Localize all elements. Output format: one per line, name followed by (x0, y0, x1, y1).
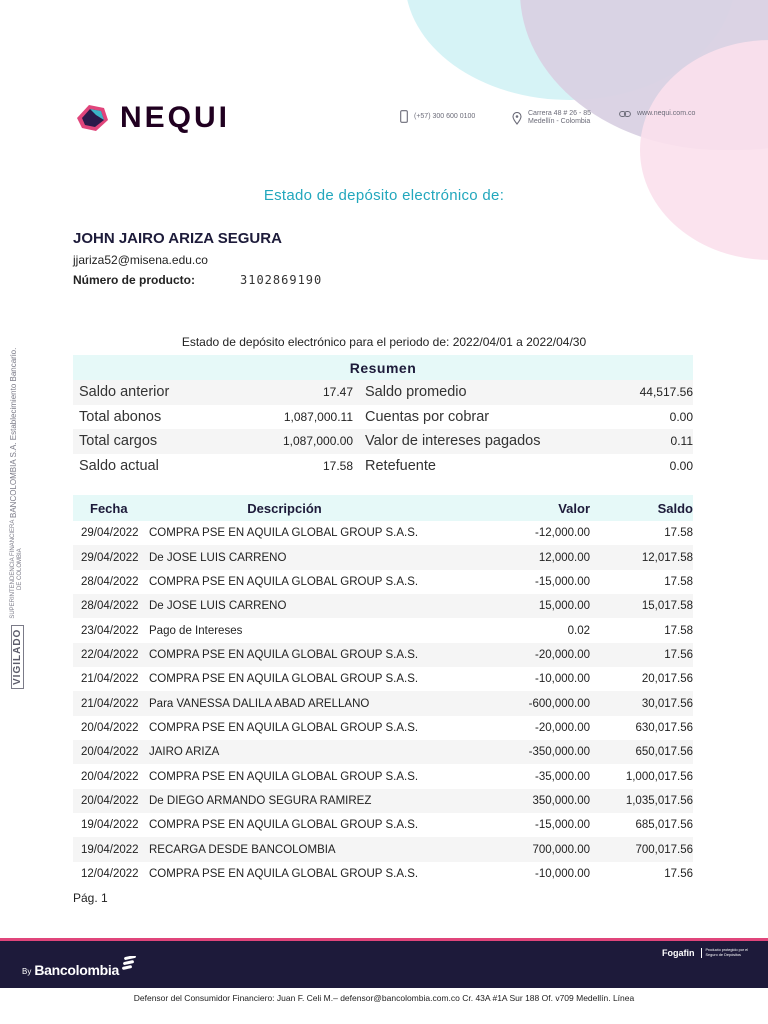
fogafin-subtext: Producto protegido por el Seguro de Depósitos (701, 948, 756, 958)
transactions-header (73, 495, 693, 521)
sfc-line2: DE COLOMBIA (17, 548, 23, 590)
cell-balance: 20,017.56 (641, 673, 693, 686)
cell-description: COMPRA PSE EN AQUILA GLOBAL GROUP S.A.S. (149, 673, 419, 686)
cell-date: 29/04/2022 (81, 527, 139, 540)
cell-date: 12/04/2022 (81, 867, 139, 880)
summary-label: Total abonos (79, 408, 162, 425)
cell-description: De DIEGO ARMANDO SEGURA RAMIREZ (149, 794, 372, 807)
cell-description: COMPRA PSE EN AQUILA GLOBAL GROUP S.A.S. (149, 770, 419, 783)
cell-balance: 1,000,017.56 (625, 770, 693, 783)
transactions-table (73, 495, 693, 886)
cell-description: Para VANESSA DALILA ABAD ARELLANO (149, 697, 370, 710)
cell-value: 15,000.00 (538, 600, 590, 613)
table-row (73, 813, 693, 837)
cell-description: RECARGA DESDE BANCOLOMBIA (149, 843, 336, 856)
ombudsman-footer-text: Defensor del Consumidor Financiero: Juan F. Celi M.– defensor@bancolombia.com.co Cr. 43A #1A Sur 188 Of. v709 Medellín. Línea (133, 993, 635, 1003)
client-email: jjariza52@misena.edu.co (73, 253, 208, 267)
cell-balance: 630,017.56 (635, 721, 693, 734)
summary-label: Cuentas por cobrar (365, 408, 490, 425)
cell-date: 20/04/2022 (81, 770, 139, 783)
cell-description: De JOSE LUIS CARRENO (149, 551, 287, 564)
cell-balance: 12,017.58 (641, 551, 693, 564)
summary-value: 44,517.56 (639, 385, 693, 400)
cell-balance: 650,017.56 (635, 746, 693, 759)
phone-text: (+57) 300 600 0100 (414, 112, 476, 120)
header-date: Fecha (90, 500, 128, 516)
page-number: Pág. 1 (73, 891, 108, 905)
cell-description: JAIRO ARIZA (149, 746, 220, 759)
summary-heading: Resumen (73, 355, 693, 380)
nequi-logo (74, 100, 230, 136)
location-pin-icon (512, 112, 522, 125)
cell-description: COMPRA PSE EN AQUILA GLOBAL GROUP S.A.S. (149, 648, 419, 661)
cell-description: COMPRA PSE EN AQUILA GLOBAL GROUP S.A.S. (149, 575, 419, 588)
phone-icon (400, 110, 408, 123)
cell-value: -600,000.00 (528, 697, 590, 710)
sfc-text (10, 520, 24, 619)
cell-balance: 685,017.56 (635, 819, 693, 832)
cell-value: -10,000.00 (535, 673, 590, 686)
cell-value: -10,000.00 (535, 867, 590, 880)
table-row (73, 691, 693, 715)
table-row (73, 667, 693, 691)
summary-value: 1,087,000.11 (283, 409, 353, 424)
header-balance: Saldo (657, 500, 693, 516)
sidebar-vigilado-seal (10, 520, 24, 689)
cell-value: -20,000.00 (535, 721, 590, 734)
cell-balance: 15,017.58 (641, 600, 693, 613)
cell-balance: 17.58 (664, 527, 693, 540)
by-label: By (22, 967, 32, 976)
summary-value: 17.47 (322, 385, 353, 400)
table-row (73, 521, 693, 545)
cell-date: 23/04/2022 (81, 624, 139, 637)
nequi-logo-mark-icon (74, 100, 110, 136)
table-row (73, 545, 693, 569)
fogafin-name: Fogafin (662, 948, 695, 958)
summary-row (73, 405, 693, 430)
product-number: 3102869190 (240, 273, 323, 287)
cell-balance: 17.56 (664, 648, 693, 661)
cell-balance: 17.56 (664, 867, 693, 880)
summary-value: 0.00 (669, 458, 693, 473)
table-row (73, 862, 693, 886)
cell-date: 21/04/2022 (81, 697, 139, 710)
cell-date: 28/04/2022 (81, 575, 139, 588)
cell-date: 22/04/2022 (81, 648, 139, 661)
table-row (73, 570, 693, 594)
table-row (73, 789, 693, 813)
cell-balance: 700,017.56 (635, 843, 693, 856)
cell-date: 20/04/2022 (81, 721, 139, 734)
contact-address (512, 110, 591, 126)
summary-value: 17.58 (322, 458, 353, 473)
summary-row (73, 454, 693, 479)
table-row (73, 740, 693, 764)
cell-description: Pago de Intereses (149, 624, 243, 637)
cell-value: -350,000.00 (528, 746, 590, 759)
table-row (73, 837, 693, 861)
table-row (73, 594, 693, 618)
cell-balance: 30,017.56 (641, 697, 693, 710)
cell-date: 20/04/2022 (81, 746, 139, 759)
table-row (73, 643, 693, 667)
header-value: Valor (558, 500, 590, 516)
cell-value: 12,000.00 (538, 551, 590, 564)
cell-value: -15,000.00 (535, 575, 590, 588)
vigilado-label: VIGILADO (11, 625, 24, 689)
cell-balance: 1,035,017.56 (625, 794, 693, 807)
cell-value: 350,000.00 (532, 794, 590, 807)
cell-balance: 17.58 (664, 575, 693, 588)
cell-date: 19/04/2022 (81, 843, 139, 856)
client-name: JOHN JAIRO ARIZA SEGURA (73, 230, 282, 247)
bancolombia-stripes-icon (121, 956, 137, 970)
summary-label: Valor de intereses pagados (365, 433, 541, 450)
cell-date: 20/04/2022 (81, 794, 139, 807)
brand-name: NEQUI (120, 101, 231, 134)
cell-value: -20,000.00 (535, 648, 590, 661)
product-number-label: Número de producto: (73, 273, 195, 287)
cell-value: -35,000.00 (535, 770, 590, 783)
cell-value: 0.02 (567, 624, 590, 637)
period-text: Estado de depósito electrónico para el periodo de: 2022/04/01 a 2022/04/30 (181, 335, 587, 349)
summary-row (73, 429, 693, 454)
summary-value: 1,087,000.00 (283, 434, 354, 449)
cell-date: 19/04/2022 (81, 819, 139, 832)
summary-value: 0.11 (670, 434, 693, 449)
bancolombia-name: Bancolombia (34, 962, 119, 978)
header-description: Descripción (247, 500, 322, 516)
address-line2: Medellín - Colombia (528, 118, 591, 125)
contact-website[interactable] (619, 110, 695, 118)
summary-label: Saldo anterior (79, 384, 170, 401)
fogafin-seal (662, 948, 756, 958)
summary-table (73, 355, 693, 478)
cell-date: 21/04/2022 (81, 673, 139, 686)
cell-description: De JOSE LUIS CARRENO (149, 600, 287, 613)
link-icon (619, 110, 631, 118)
bancolombia-logo (22, 956, 137, 978)
cell-description: COMPRA PSE EN AQUILA GLOBAL GROUP S.A.S. (149, 721, 419, 734)
website-link[interactable]: www.nequi.com.co (637, 110, 696, 117)
table-row (73, 764, 693, 788)
cell-value: -12,000.00 (535, 527, 590, 540)
cell-description: COMPRA PSE EN AQUILA GLOBAL GROUP S.A.S. (149, 867, 419, 880)
table-row (73, 716, 693, 740)
summary-row (73, 380, 693, 405)
sidebar-bank-legal-text: BANCOLOMBIA S.A. Establecimiento Bancario. (9, 347, 18, 518)
sfc-line1: SUPERINTENDENCIA FINANCIERA (10, 519, 16, 619)
address-line1: Carrera 48 # 26 - 85 (528, 110, 592, 117)
cell-description: COMPRA PSE EN AQUILA GLOBAL GROUP S.A.S. (149, 527, 419, 540)
cell-value: 700,000.00 (532, 843, 590, 856)
cell-value: -15,000.00 (535, 819, 590, 832)
document-title: Estado de depósito electrónico de: (263, 187, 505, 204)
summary-value: 0.00 (669, 409, 693, 424)
cell-description: COMPRA PSE EN AQUILA GLOBAL GROUP S.A.S. (149, 819, 419, 832)
cell-balance: 17.58 (664, 624, 693, 637)
table-row (73, 618, 693, 642)
summary-label: Saldo promedio (365, 384, 467, 401)
cell-date: 28/04/2022 (81, 600, 139, 613)
summary-label: Total cargos (79, 433, 158, 450)
cell-date: 29/04/2022 (81, 551, 139, 564)
contact-phone (400, 110, 475, 123)
summary-label: Retefuente (365, 457, 436, 474)
summary-label: Saldo actual (79, 457, 159, 474)
